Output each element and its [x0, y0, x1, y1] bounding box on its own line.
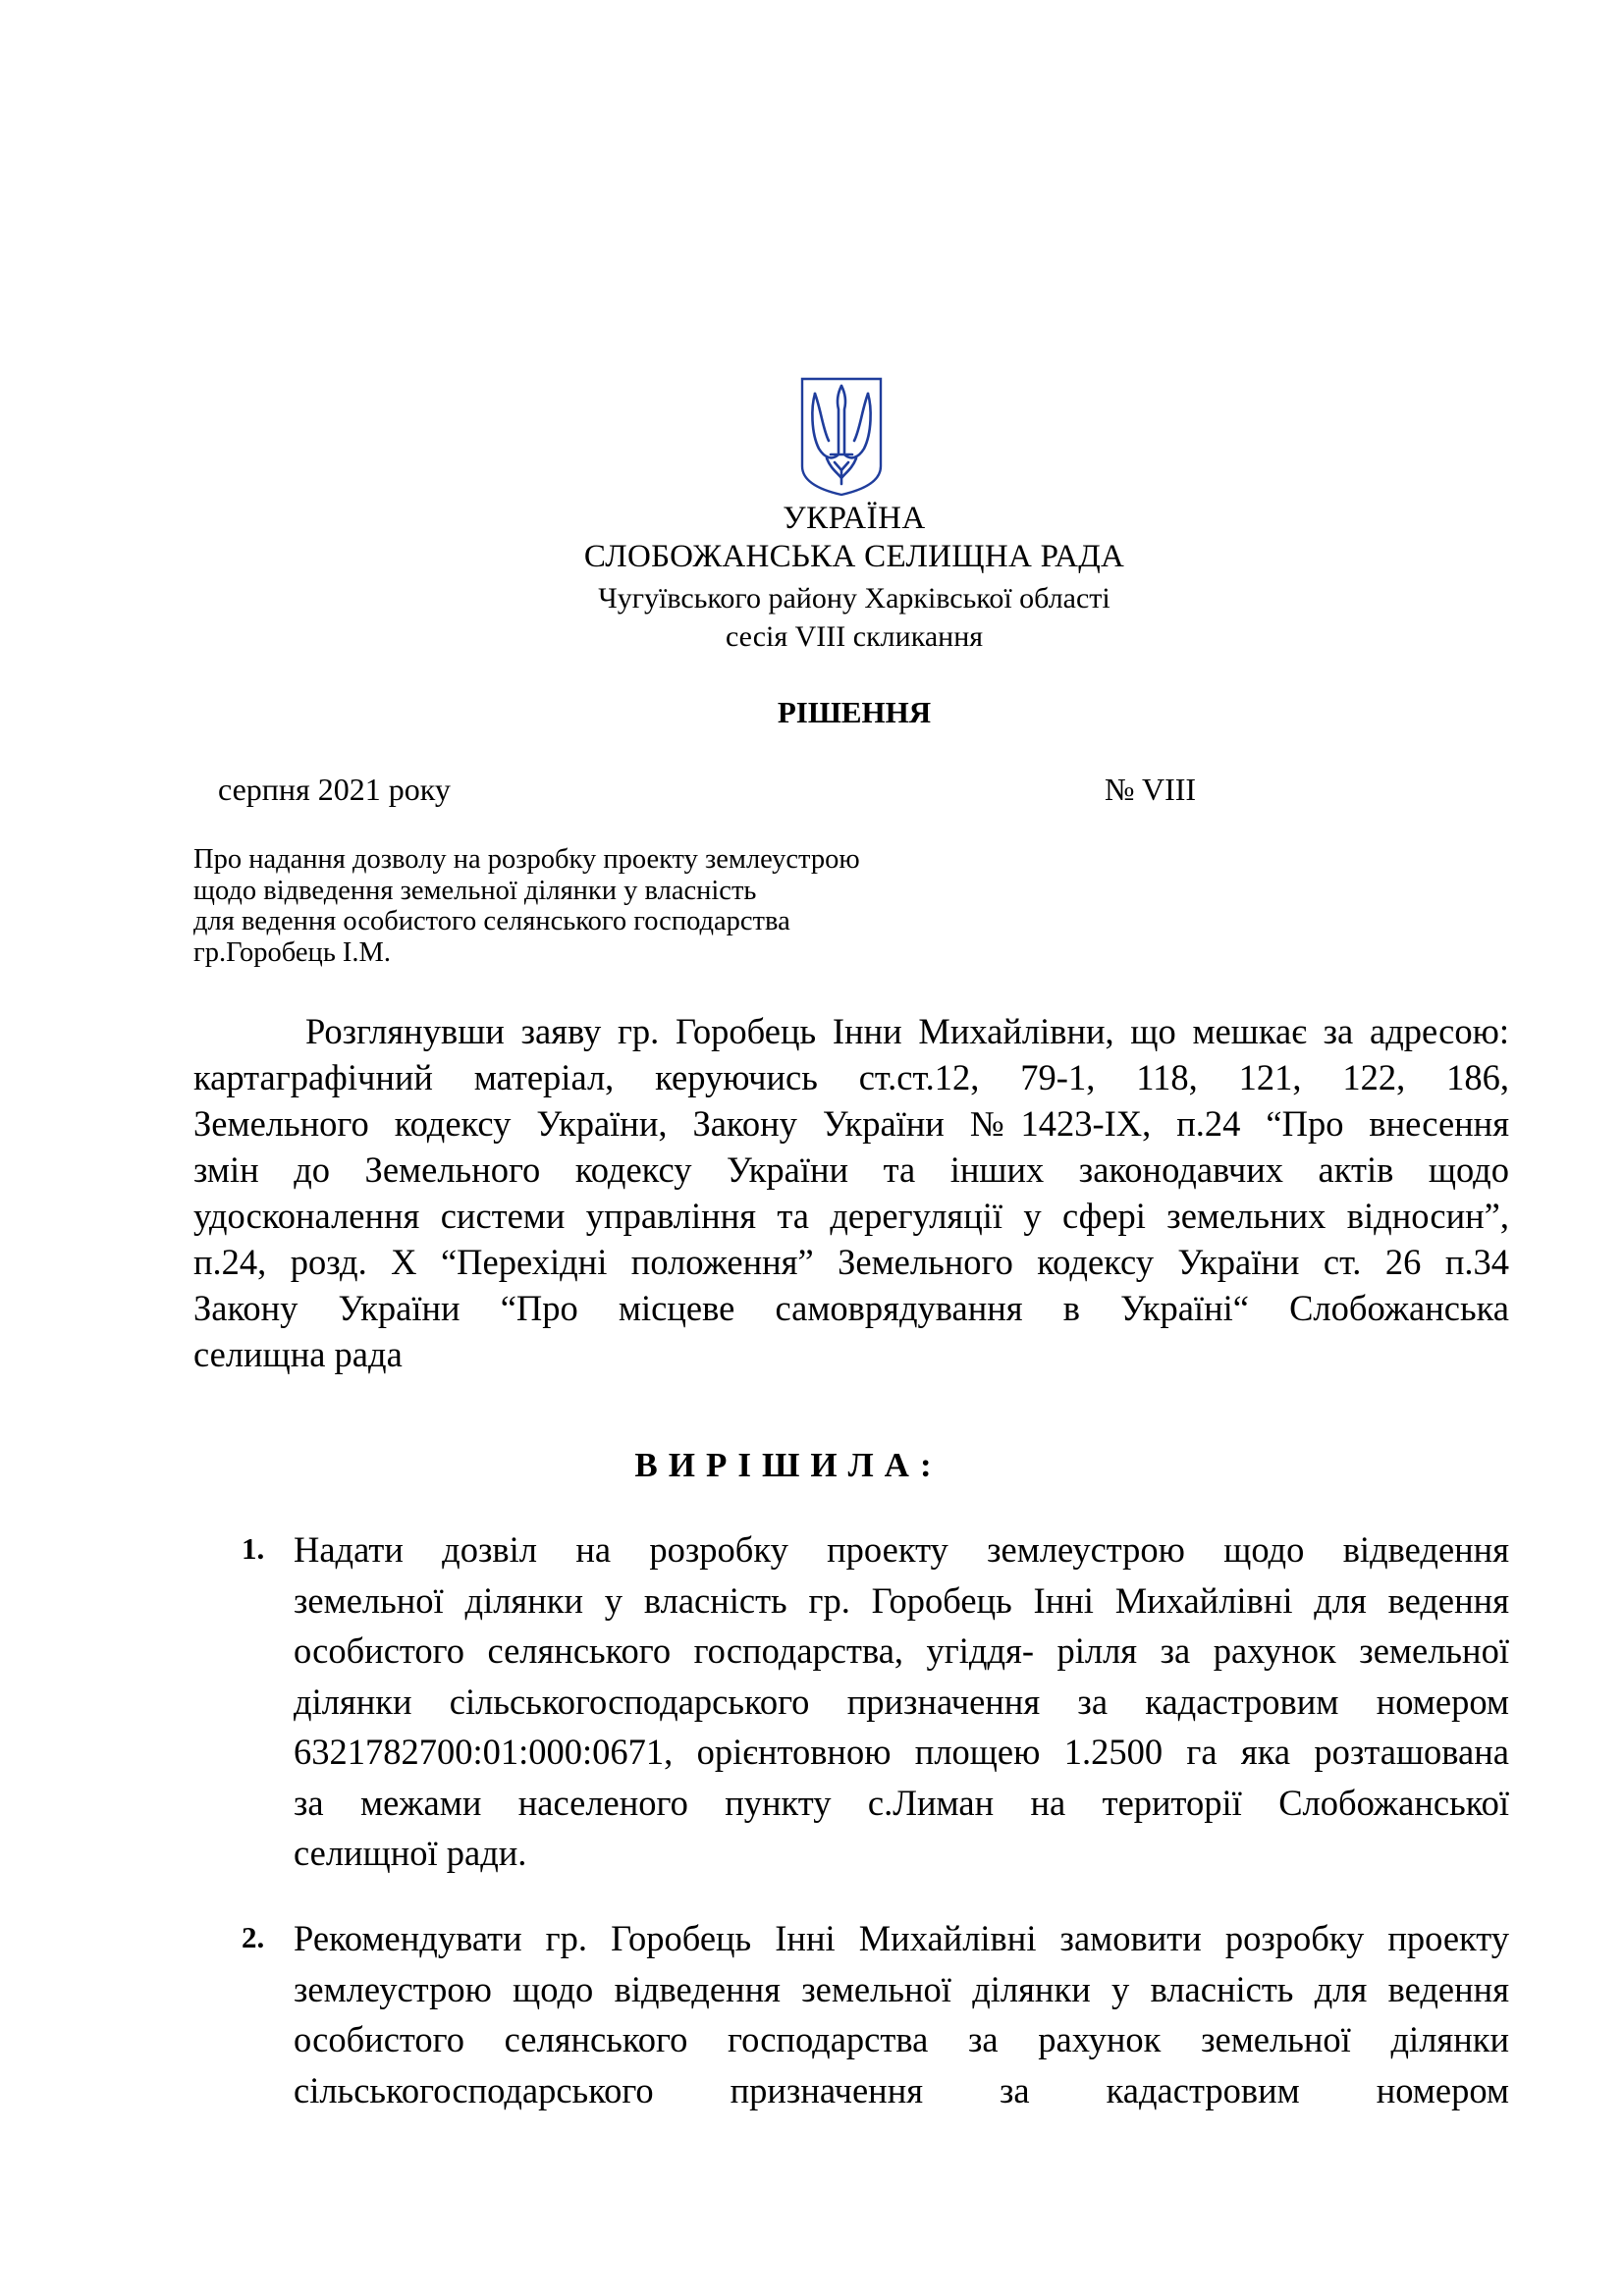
item-number: 1.	[242, 1531, 265, 1566]
decision-item	[294, 1913, 1509, 2115]
preamble-line: п.24, розд. X “Перехідні положення” Земельного кодексу України ст. 26 п.34	[193, 1242, 1509, 1282]
preamble-line: селищна рада	[193, 1334, 403, 1374]
decision-number: № VIII	[1105, 772, 1197, 807]
document-title: РІШЕННЯ	[777, 695, 932, 729]
item-number: 2.	[242, 1920, 265, 1954]
preamble-line: Закону України “Про місцеве самоврядування в Україні“ Слобожанська	[193, 1288, 1509, 1328]
item-line: 6321782700:01:000:0671, орієнтовною площею 1.2500 га яка розташована	[294, 1732, 1509, 1772]
decision-date: серпня 2021 року	[218, 772, 451, 807]
council-session: сесія VIII скликання	[725, 620, 984, 653]
preamble-paragraph	[193, 1008, 1509, 1377]
item-line: особистого селянського господарства, угіддя- рілля за рахунок земельної	[294, 1630, 1509, 1671]
item-line: селищної ради.	[294, 1833, 527, 1873]
item-line: земельної ділянки у власність гр. Горобець Інні Михайлівні для ведення	[294, 1579, 1509, 1621]
council-name: СЛОБОЖАНСЬКА СЕЛИЩНА РАДА	[583, 539, 1125, 574]
preamble-line: Земельного кодексу України, Закону України №1423-IX, п.24 “Про внесення	[193, 1103, 1509, 1144]
subject-line: Про надання дозволу на розробку проекту землеустрою	[193, 844, 860, 875]
preamble-line: Розглянувши заяву гр. Горобець Інни Михайлівни, що мешкає за адресою:	[305, 1011, 1509, 1051]
item-line: Надати дозвіл на розробку проекту землеустрою щодо відведення	[294, 1529, 1509, 1570]
preamble-line: удосконалення системи управління та дерегуляції у сфері земельних відносин”,	[193, 1196, 1509, 1236]
council-district: Чугуївського району Харківської області	[598, 582, 1110, 614]
decision-subject	[193, 844, 860, 968]
subject-line: щодо відведення земельної ділянки у власність	[193, 875, 757, 906]
decision-item	[294, 1524, 1509, 1879]
item-line: Рекомендувати гр. Горобець Інні Михайлівні замовити розробку проекту	[294, 1918, 1509, 1958]
item-line: за межами населеного пункту с.Лиман на території Слобожанської	[294, 1782, 1509, 1823]
ukraine-coat-of-arms-icon	[799, 376, 884, 498]
item-line: землеустрою щодо відведення земельної ділянки у власність для ведення	[294, 1968, 1509, 2009]
item-line: особистого селянського господарства за рахунок земельної ділянки	[294, 2019, 1509, 2059]
item-line: ділянки сільськогосподарського призначення за кадастровим номером	[294, 1681, 1509, 1722]
item-line: сільськогосподарського призначення за кадастровим номером	[294, 2069, 1509, 2110]
decision-heading: ВИРІШИЛА:	[634, 1446, 943, 1484]
subject-line: гр.Горобець І.М.	[193, 936, 392, 968]
preamble-line: картаграфічний матеріал, керуючись ст.ст.12, 79-1, 118, 121, 122, 186,	[193, 1057, 1509, 1097]
country-name: УКРАЇНА	[783, 501, 926, 536]
subject-line: для ведення особистого селянського господарства	[193, 906, 790, 936]
preamble-line: змін до Земельного кодексу України та інших законодавчих актів щодо	[193, 1149, 1509, 1190]
